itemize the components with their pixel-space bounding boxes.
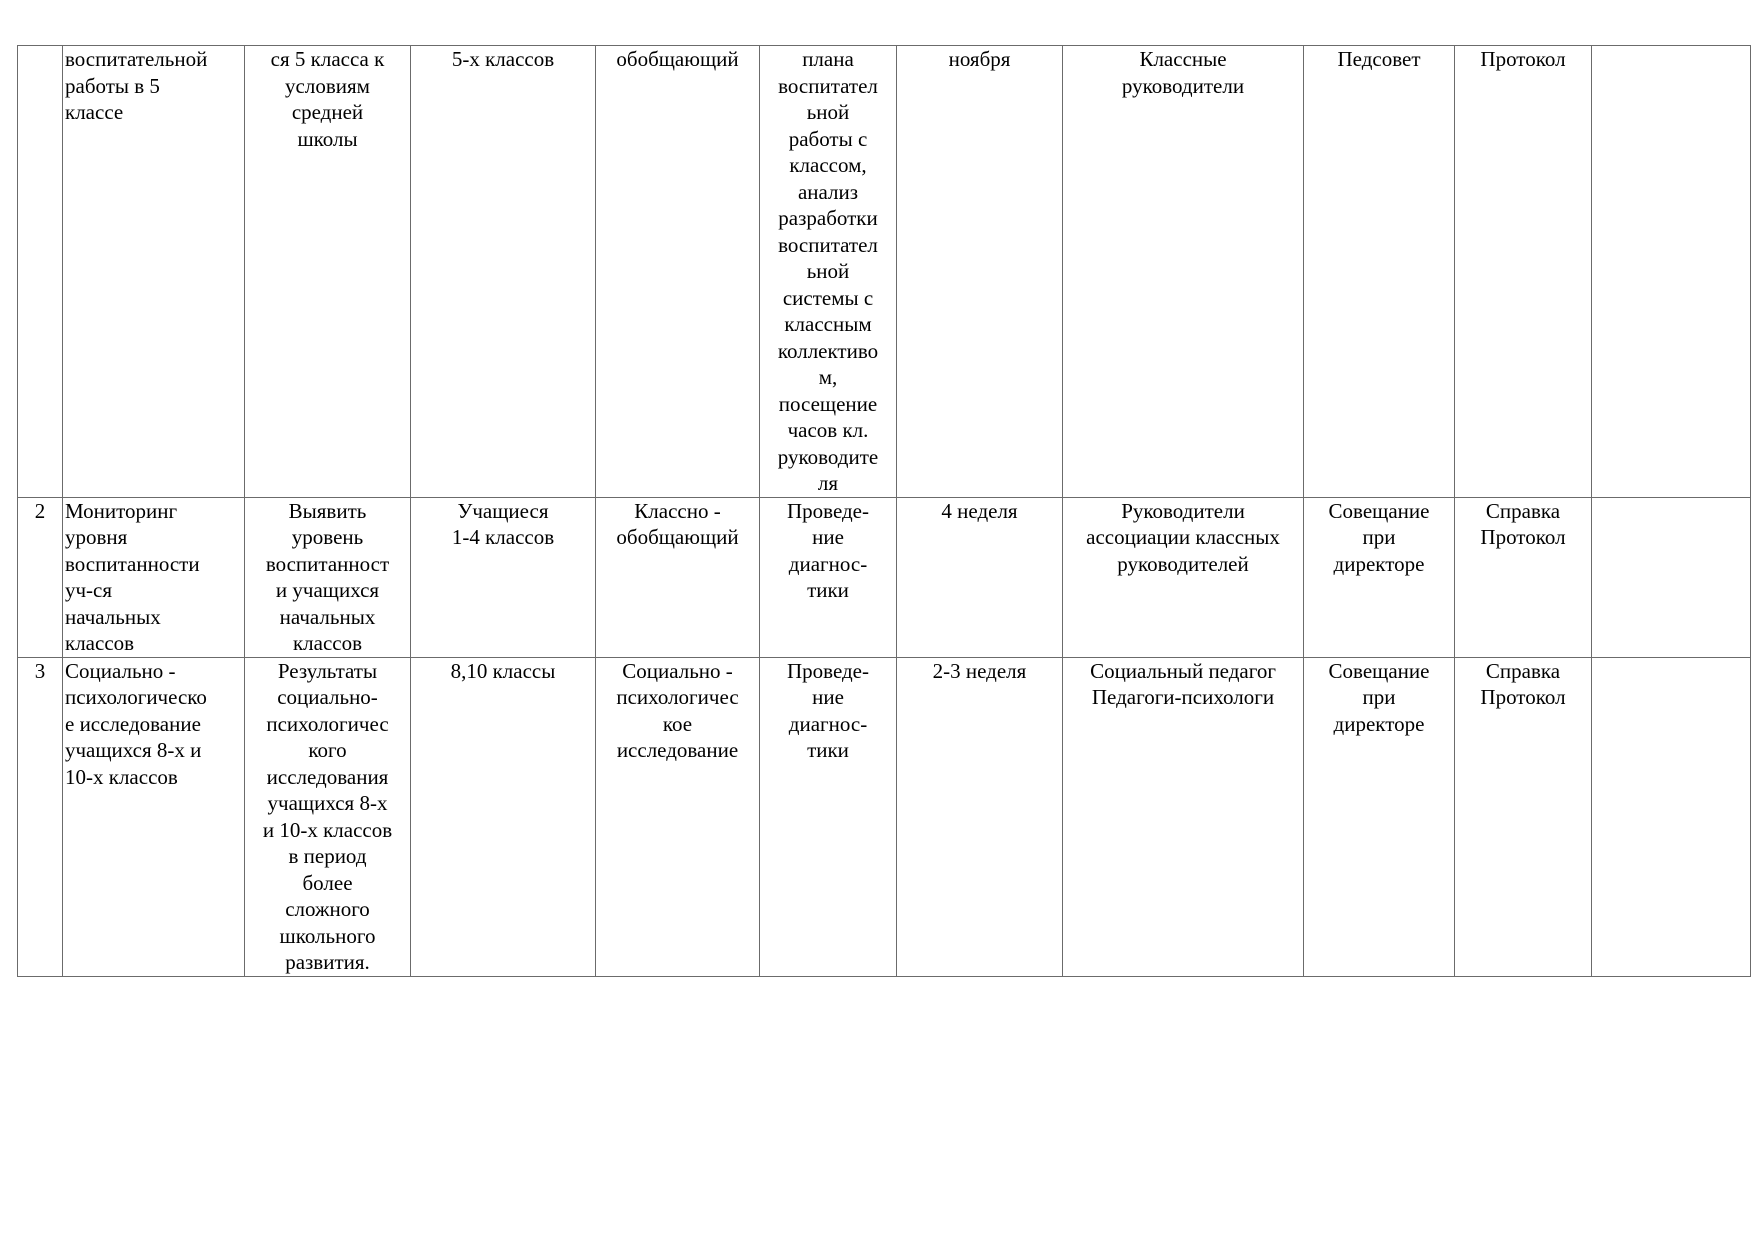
summary-place-cell: Совещание при директоре <box>1304 497 1455 657</box>
method-cell: плана воспитател ьной работы с классом, анализ разработки воспитател ьной системы с классным коллективо м, посещение часов кл. руководите ля <box>760 46 897 498</box>
responsible-cell: Руководители ассоциации классных руководителей <box>1063 497 1304 657</box>
object-cell: 5-х классов <box>411 46 596 498</box>
row-number-cell: 2 <box>18 497 63 657</box>
result-cell: Справка Протокол <box>1455 497 1592 657</box>
row-number-cell <box>18 46 63 498</box>
timing-cell: 4 неделя <box>897 497 1063 657</box>
topic-cell: Социально - психологическо е исследование учащихся 8-х и 10-х классов <box>63 657 245 976</box>
summary-place-cell: Совещание при директоре <box>1304 657 1455 976</box>
goal-cell: Результаты социально- психологичес кого исследования учащихся 8-х и 10-х классов в период более сложного школьного развития. <box>245 657 411 976</box>
control-type-cell: Социально - психологичес кое исследование <box>596 657 760 976</box>
timing-cell: ноября <box>897 46 1063 498</box>
method-cell: Проведе- ние диагнос- тики <box>760 497 897 657</box>
summary-place-cell: Педсовет <box>1304 46 1455 498</box>
control-type-cell: обобщающий <box>596 46 760 498</box>
row-number-cell: 3 <box>18 657 63 976</box>
result-cell: Справка Протокол <box>1455 657 1592 976</box>
method-cell: Проведе- ние диагнос- тики <box>760 657 897 976</box>
timing-cell: 2-3 неделя <box>897 657 1063 976</box>
table-row <box>18 497 1751 657</box>
topic-cell: воспитательной работы в 5 классе <box>63 46 245 498</box>
note-cell <box>1592 497 1751 657</box>
note-cell <box>1592 46 1751 498</box>
goal-cell: ся 5 класса к условиям средней школы <box>245 46 411 498</box>
goal-cell: Выявить уровень воспитанност и учащихся начальных классов <box>245 497 411 657</box>
responsible-cell: Социальный педагог Педагоги-психологи <box>1063 657 1304 976</box>
object-cell: Учащиеся 1-4 классов <box>411 497 596 657</box>
control-type-cell: Классно - обобщающий <box>596 497 760 657</box>
object-cell: 8,10 классы <box>411 657 596 976</box>
table-row <box>18 657 1751 976</box>
responsible-cell: Классные руководители <box>1063 46 1304 498</box>
result-cell: Протокол <box>1455 46 1592 498</box>
table-row <box>18 46 1751 498</box>
topic-cell: Мониторинг уровня воспитанности уч-ся начальных классов <box>63 497 245 657</box>
note-cell <box>1592 657 1751 976</box>
control-plan-table <box>17 45 1751 977</box>
